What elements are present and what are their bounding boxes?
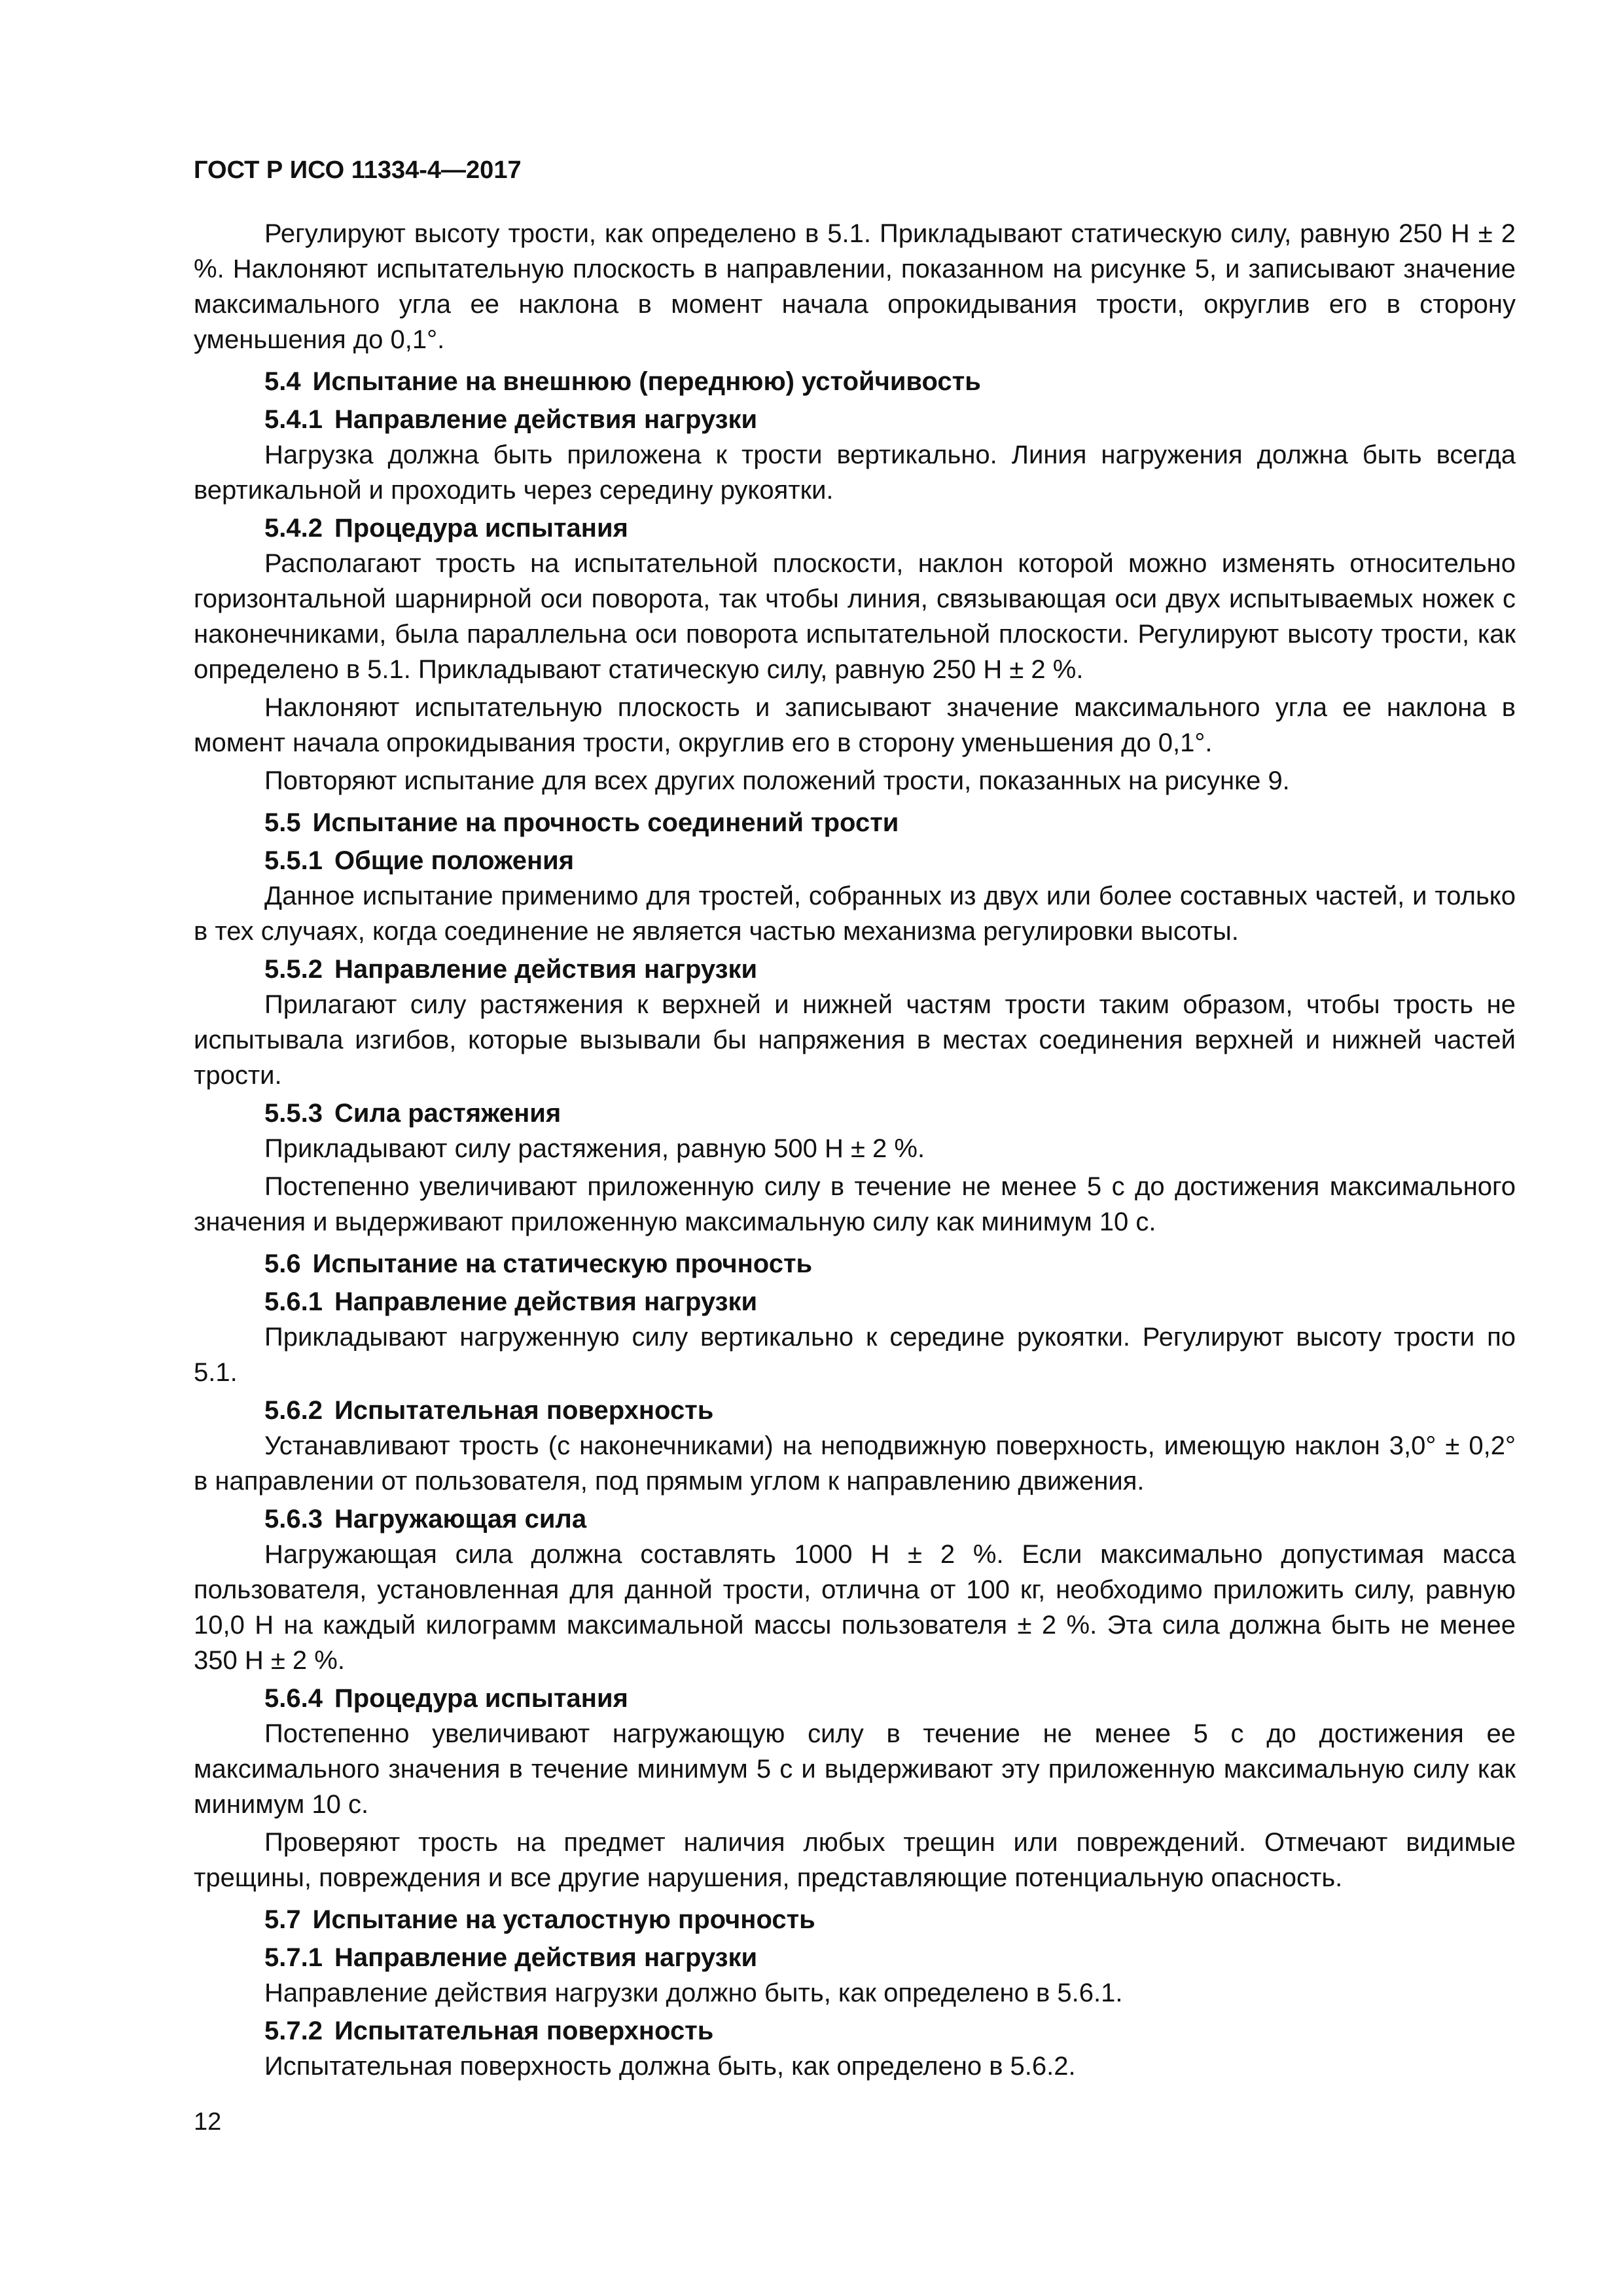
section-number: 5.6 bbox=[264, 1249, 301, 1278]
subsection-number: 5.5.3 bbox=[264, 1099, 323, 1128]
section-title: Испытание на прочность соединений трости bbox=[312, 808, 899, 837]
paragraph: Прилагают силу растяжения к верхней и нижней частям трости таким образом, чтобы трость не испытывала изгибов, которые вызывали бы напряжения в местах соединения верхней и нижней частей трости. bbox=[194, 990, 1516, 1090]
subsection-title: Нагружающая сила bbox=[334, 1505, 587, 1534]
subsection-number: 5.6.4 bbox=[264, 1684, 323, 1713]
subsection-number: 5.7.2 bbox=[264, 2017, 323, 2045]
paragraph: Проверяют трость на предмет наличия любых трещин или повреждений. Отмечают видимые трещины, повреждения и все другие нарушения, представляющие потенциальную опасность. bbox=[194, 1828, 1516, 1892]
paragraph: Наклоняют испытательную плоскость и записывают значение максимального угла ее наклона в момент начала опрокидывания трости, округлив его в сторону уменьшения до 0,1°. bbox=[194, 693, 1516, 757]
section-heading-5-4 bbox=[194, 364, 1516, 399]
subsection-title: Испытательная поверхность bbox=[334, 2017, 714, 2045]
subsection-title: Процедура испытания bbox=[334, 514, 628, 543]
section-number: 5.7 bbox=[264, 1905, 301, 1934]
subsection-heading-5-6-3 bbox=[194, 1501, 1516, 1537]
section-number: 5.4 bbox=[264, 367, 301, 396]
subsection-heading-5-7-2 bbox=[194, 2013, 1516, 2049]
paragraph: Прикладывают силу растяжения, равную 500 Н ± 2 %. bbox=[264, 1134, 925, 1163]
section-heading-5-6 bbox=[194, 1246, 1516, 1282]
paragraph: Нагружающая сила должна составлять 1000 Н ± 2 %. Если максимально допустимая масса пользователя, установленная для данной трости, отлична от 100 кг, необходимо приложить силу, равную 10,0 Н на каждый килограмм максимальной массы пользователя ± 2 %. Эта сила должна быть не менее 350 Н ± 2 %. bbox=[194, 1540, 1516, 1675]
paragraph: Располагают трость на испытательной плоскости, наклон которой можно изменять относительно горизонтальной шарнирной оси поворота, так чтобы линия, связывающая оси двух испытываемых ножек с наконечниками, была параллельна оси поворота испытательной плоскости. Регулируют высоту трости, как определено в 5.1. Прикладывают статическую силу, равную 250 Н ± 2 %. bbox=[194, 549, 1516, 684]
subsection-heading-5-4-1 bbox=[194, 402, 1516, 437]
subsection-number: 5.4.2 bbox=[264, 514, 323, 543]
subsection-title: Сила растяжения bbox=[334, 1099, 562, 1128]
section-title: Испытание на усталостную прочность bbox=[312, 1905, 815, 1934]
document-header: ГОСТ Р ИСО 11334-4—2017 bbox=[194, 156, 522, 184]
subsection-heading-5-5-1 bbox=[194, 843, 1516, 878]
subsection-title: Направление действия нагрузки bbox=[334, 955, 758, 984]
subsection-title: Общие положения bbox=[334, 846, 575, 875]
paragraph: Постепенно увеличивают нагружающую силу в течение не менее 5 с до достижения ее максимального значения в течение минимум 5 с и выдерживают эту приложенную максимальную силу как минимум 10 с. bbox=[194, 1719, 1516, 1819]
section-title: Испытание на внешнюю (переднюю) устойчивость bbox=[312, 367, 981, 396]
subsection-heading-5-6-1 bbox=[194, 1284, 1516, 1319]
subsection-number: 5.5.1 bbox=[264, 846, 323, 875]
paragraph: Данное испытание применимо для тростей, собранных из двух или более составных частей, и только в тех случаях, когда соединение не является частью механизма регулировки высоты. bbox=[194, 882, 1516, 946]
paragraph: Прикладывают нагруженную силу вертикально к середине рукоятки. Регулируют высоту трости по 5.1. bbox=[194, 1323, 1516, 1387]
subsection-heading-5-7-1 bbox=[194, 1940, 1516, 1975]
paragraph: Устанавливают трость (с наконечниками) на неподвижную поверхность, имеющую наклон 3,0° ± 0,2° в направлении от пользователя, под прямым углом к направлению движения. bbox=[194, 1431, 1516, 1496]
paragraph: Направление действия нагрузки должно быть, как определено в 5.6.1. bbox=[264, 1979, 1123, 2007]
subsection-heading-5-5-3 bbox=[194, 1096, 1516, 1131]
subsection-title: Процедура испытания bbox=[334, 1684, 628, 1713]
subsection-title: Направление действия нагрузки bbox=[334, 1287, 758, 1316]
subsection-heading-5-6-2 bbox=[194, 1393, 1516, 1428]
page-number: 12 bbox=[194, 2108, 222, 2136]
intro-paragraph: Регулируют высоту трости, как определено в 5.1. Прикладывают статическую силу, равную 250 Н ± 2 %. Наклоняют испытательную плоскость в направлении, показанном на рисунке 5, и записывают значение максимального угла ее наклона в момент начала опрокидывания трости, округлив его в сторону уменьшения до 0,1°. bbox=[194, 219, 1516, 354]
subsection-heading-5-5-2 bbox=[194, 952, 1516, 987]
subsection-title: Испытательная поверхность bbox=[334, 1396, 714, 1425]
section-heading-5-5 bbox=[194, 805, 1516, 840]
subsection-number: 5.6.3 bbox=[264, 1505, 323, 1534]
subsection-number: 5.7.1 bbox=[264, 1943, 323, 1972]
subsection-number: 5.4.1 bbox=[264, 405, 323, 434]
document-page bbox=[194, 154, 1516, 2087]
paragraph: Повторяют испытание для всех других положений трости, показанных на рисунке 9. bbox=[264, 766, 1290, 795]
paragraph: Постепенно увеличивают приложенную силу в течение не менее 5 с до достижения максимального значения и выдерживают приложенную максимальную силу как минимум 10 с. bbox=[194, 1172, 1516, 1236]
subsection-heading-5-4-2 bbox=[194, 511, 1516, 546]
section-heading-5-7 bbox=[194, 1902, 1516, 1937]
section-title: Испытание на статическую прочность bbox=[312, 1249, 813, 1278]
section-number: 5.5 bbox=[264, 808, 301, 837]
subsection-number: 5.5.2 bbox=[264, 955, 323, 984]
subsection-number: 5.6.2 bbox=[264, 1396, 323, 1425]
subsection-title: Направление действия нагрузки bbox=[334, 1943, 758, 1972]
paragraph: Нагрузка должна быть приложена к трости вертикально. Линия нагружения должна быть всегда вертикальной и проходить через середину рукоятки. bbox=[194, 440, 1516, 505]
paragraph: Испытательная поверхность должна быть, как определено в 5.6.2. bbox=[264, 2052, 1076, 2081]
subsection-title: Направление действия нагрузки bbox=[334, 405, 758, 434]
subsection-number: 5.6.1 bbox=[264, 1287, 323, 1316]
subsection-heading-5-6-4 bbox=[194, 1681, 1516, 1716]
